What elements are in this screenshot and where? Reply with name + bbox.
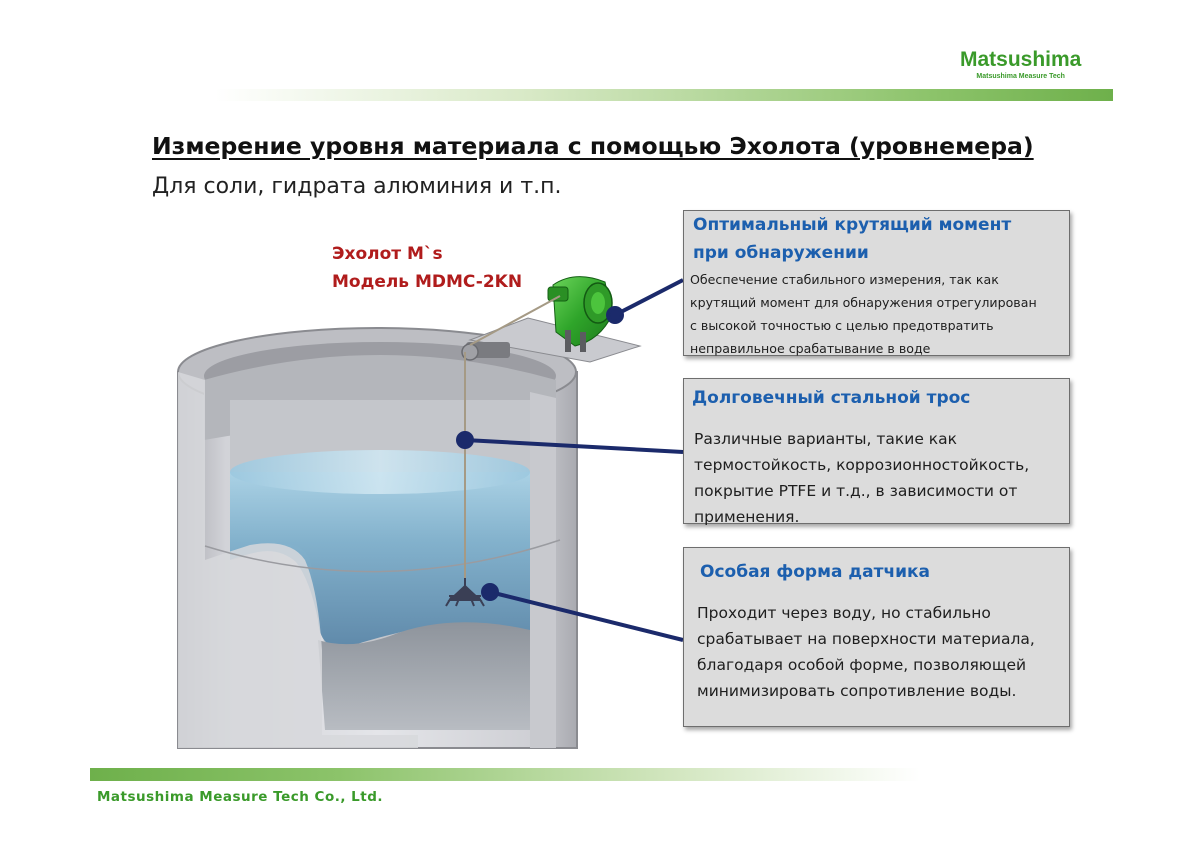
- callout-text-line: неправильное срабатывание в воде: [690, 341, 931, 356]
- callout-detection-torque: [683, 210, 1070, 356]
- callout-heading: Особая форма датчика: [700, 562, 931, 582]
- logo-name: Matsushima: [960, 48, 1082, 71]
- callout-heading: при обнаружении: [693, 243, 869, 263]
- callout-text-line: термостойкость, коррозионностойкость,: [694, 456, 1030, 474]
- callout-text-line: покрытие PTFE и т.д., в зависимости от: [694, 482, 1018, 500]
- callout-text-line: Различные варианты, такие как: [694, 430, 958, 448]
- callout-text-line: применения.: [694, 508, 800, 526]
- callout-sensor-shape: [683, 547, 1070, 727]
- footer-gradient-bar: [90, 768, 920, 781]
- callout-text-line: минимизировать сопротивление воды.: [697, 682, 1017, 700]
- callout-heading: Долговечный стальной трос: [692, 388, 971, 408]
- callout-text-line: Обеспечение стабильного измерения, так как: [690, 272, 999, 287]
- callout-steel-cable: [683, 378, 1070, 524]
- device-model: Модель MDMC-2KN: [332, 272, 523, 292]
- page-title: Измерение уровня материала с помощью Эхолота (уровнемера): [152, 132, 1034, 160]
- logo-tagline: Matsushima Measure Tech: [976, 73, 1065, 80]
- footer-company: Matsushima Measure Tech Co., Ltd.: [97, 789, 384, 805]
- callout-heading: Оптимальный крутящий момент: [693, 215, 1012, 235]
- tank-interior: [178, 372, 560, 748]
- callout-text-line: благодаря особой форме, позволяющей: [697, 656, 1027, 674]
- device-name: Эхолот M`s: [332, 244, 443, 264]
- callout-text-line: крутящий момент для обнаружения отрегулирован: [690, 295, 1037, 310]
- callout-text-line: Проходит через воду, но стабильно: [697, 604, 991, 622]
- page-subtitle: Для соли, гидрата алюминия и т.п.: [152, 174, 562, 199]
- callout-text-line: с высокой точностью с целью предотвратить: [690, 318, 994, 333]
- callout-text-line: срабатывает на поверхности материала,: [697, 630, 1035, 648]
